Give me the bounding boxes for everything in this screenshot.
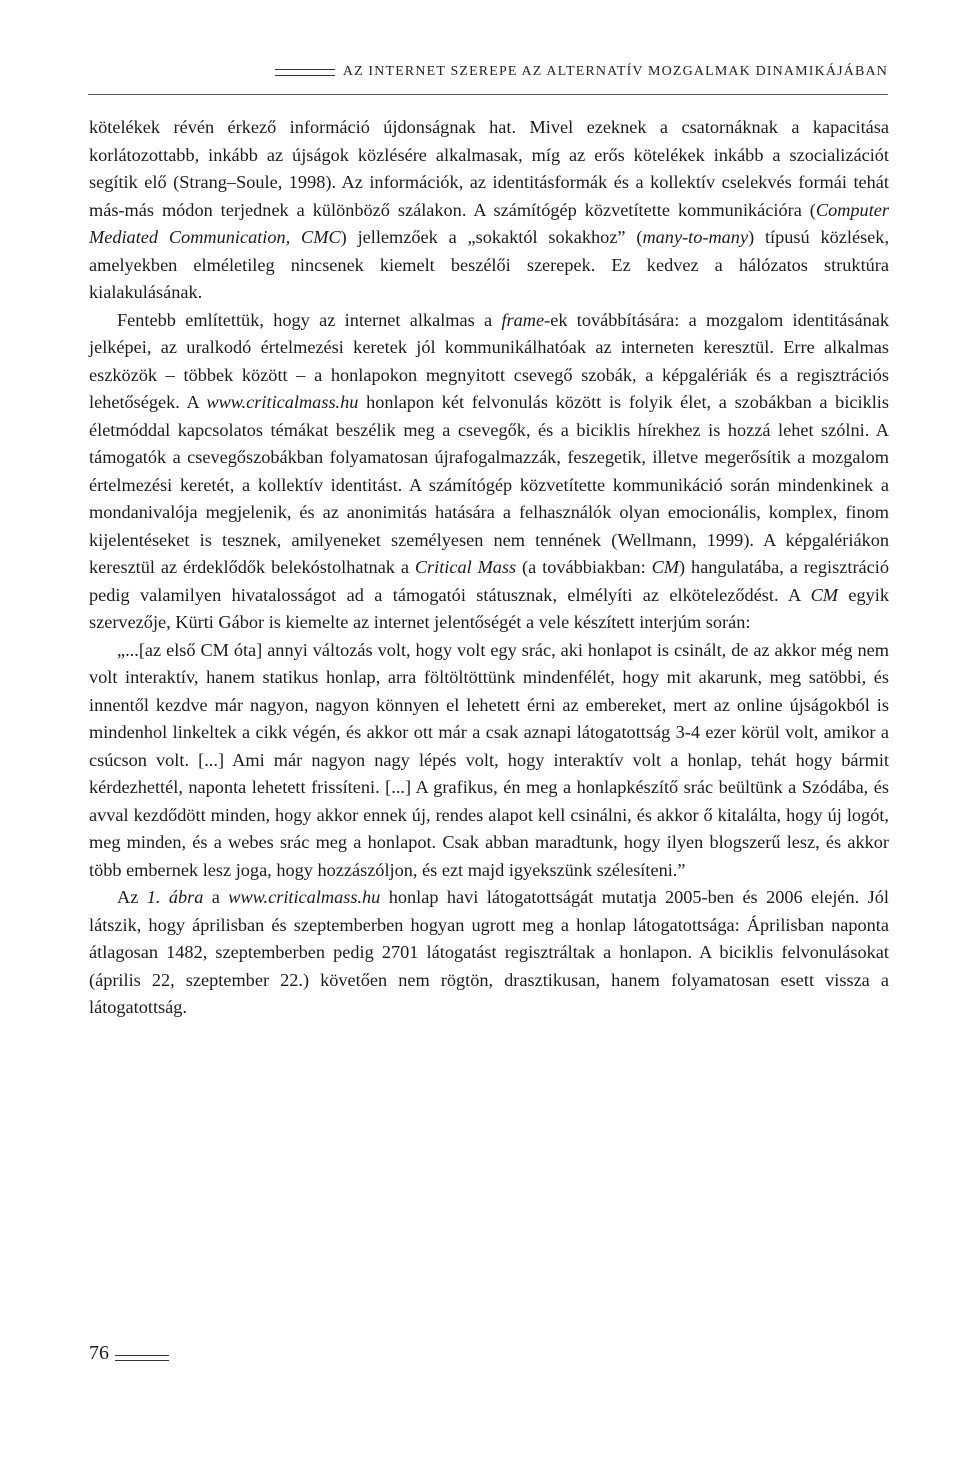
italic-text: CM [651,557,679,577]
text-run: (a továbbiakban: [516,557,652,577]
italic-text: Computer Mediated Communication, CMC [89,199,889,247]
paragraph [89,884,889,1022]
italic-text: CM [810,584,838,605]
text-run: honlapon két felvonulás között is folyik élet, a szobákban a biciklis életmóddal kapcsolatos témákat beszélik meg a csevegők, és a biciklis hírekhez is hozzá lehet szólni. A támogatók a csevegőszobákban folyamatosan újrafogalmazzák, feszegetik, illetve megerősítik a mozgalom értelmezési keretét, a kollektív identitást. A számítógép közvetítette kommunikáció során mindenkinek a mondanivalója megjelenik, és az anonimitás hatására a felhasználók olyan emocionális, komplex, finom kijelentéseket is tesznek, amilyeneket személyesen nem tennének (Wellmann, 1999). A képgalériákon keresztül az érdeklődők belekóstolhatnak a [89,392,890,577]
italic-text: frame [501,309,545,330]
text-run: Fentebb említettük, hogy az internet alkalmas a [117,309,502,330]
body-text [89,114,889,1022]
paragraph [89,114,889,307]
text-run: -ek továbbítására: a mozgalom identitásának jelképei, az uralkodó értelmezési keretek jól kommunikálhatóak az interneten keresztül. Erre alkalmas eszközök – többek között – a honlapokon megnyitott csevegő szobák, a képgalériák és a regisztrációs lehetőségek. A [89,309,889,412]
italic-text: Critical Mass [414,557,517,577]
italic-text: 1. ábra [146,887,204,907]
text-run: Az [117,887,147,907]
footer-ornament [115,1355,169,1361]
text-run: egyik szervezője, Kürti Gábor is kiemelte az internet jelentőségét a vele készített interjúm során: [89,584,889,632]
text-run: kötelékek révén érkező információ újdonságnak hat. Mivel ezeknek a csatornáknak a kapacitása korlátozottabb, inkább az újságok közlésére alkalmasak, míg az erős kötelékek inkább a szocializációt segítik elő (Strang–Soule, 1998). Az információk, az identitásformák és a kollektív cselekvés formái tehát más-más módon terjednek a különböző szálakon. A számítógép közvetítette kommunikációra ( [89,117,889,220]
italic-text: www.criticalmass.hu [228,887,381,907]
header-rule [88,94,888,95]
running-title: AZ INTERNET SZEREPE AZ ALTERNATÍV MOZGALMAK DINAMIKÁJÁBAN [342,64,888,79]
text-run: ) jellemzőek a „sokaktól sokakhoz” ( [340,227,643,247]
paragraph [89,307,889,637]
text-run: honlap havi látogatottságát mutatja 2005-ben és 2006 elején. Jól látszik, hogy áprilisban és szeptemberben hogyan ugrott meg a honlap látogatottsága: Áprilisban naponta átlagosan 1482, szeptemberben pedig 2701 látogatást regisztráltak a honlapon. A biciklis felvonulásokat (április 22, szeptember 22.) követően nem rögtön, drasztikusan, hanem folyamatosan esett vissza a látogatottság. [89,887,889,1017]
text-run: ) hangulatába, a regisztráció pedig valamilyen hivatalosságot ad a támogatói státusznak, elmélyíti az elköteleződést. A [89,557,889,605]
page-number: 76 [89,1342,109,1364]
italic-text: many-to-many [642,227,749,247]
paragraph [89,637,889,885]
header-ornament [275,69,335,76]
text-run: „...[az első CM óta] annyi változás volt, hogy volt egy srác, aki honlapot is csinált, de az akkor még nem volt interaktív, hanem statikus honlap, arra föltöltöttünk mindenfélét, hogy mit akarunk, meg satöbbi, és innentől kezdve már nagyon, nagyon könnyen el lehetett érni az embereket, mert az online újságokból is mindenhol linkeltek a cikk végén, és akkor ott már a csak aznapi látogatottság 3-4 ezer körül volt, amikor a csúcson volt. [...] Ami már nagyon nagy lépés volt, hogy interaktív volt a honlap, tehát hogy bármit kérdezhettél, naponta lehetett frissíteni. [...] A grafikus, én meg a honlapkészítő srác beültünk a Szódába, és avval kezdődött minden, hogy akkor ennek új, rendes alapot kell csinálni, és akkor ő kitalálta, hogy új logót, meg minden, és a webes srác meg a honlapot. Csak abban maradtunk, hogy ilyen blogszerű lesz, és akkor több embernek lesz joga, hogy hozzászóljon, és ezt majd igyekszünk szélesíteni.” [89,639,889,880]
text-run: ) típusú közlések, amelyekben elméletileg nincsenek kiemelt beszélői szerepek. Ez kedvez a hálózatos struktúra kialakulásának. [89,227,890,302]
running-header [88,64,888,80]
italic-text: www.criticalmass.hu [206,392,359,412]
page-footer [89,1342,169,1365]
text-run: a [203,887,229,907]
